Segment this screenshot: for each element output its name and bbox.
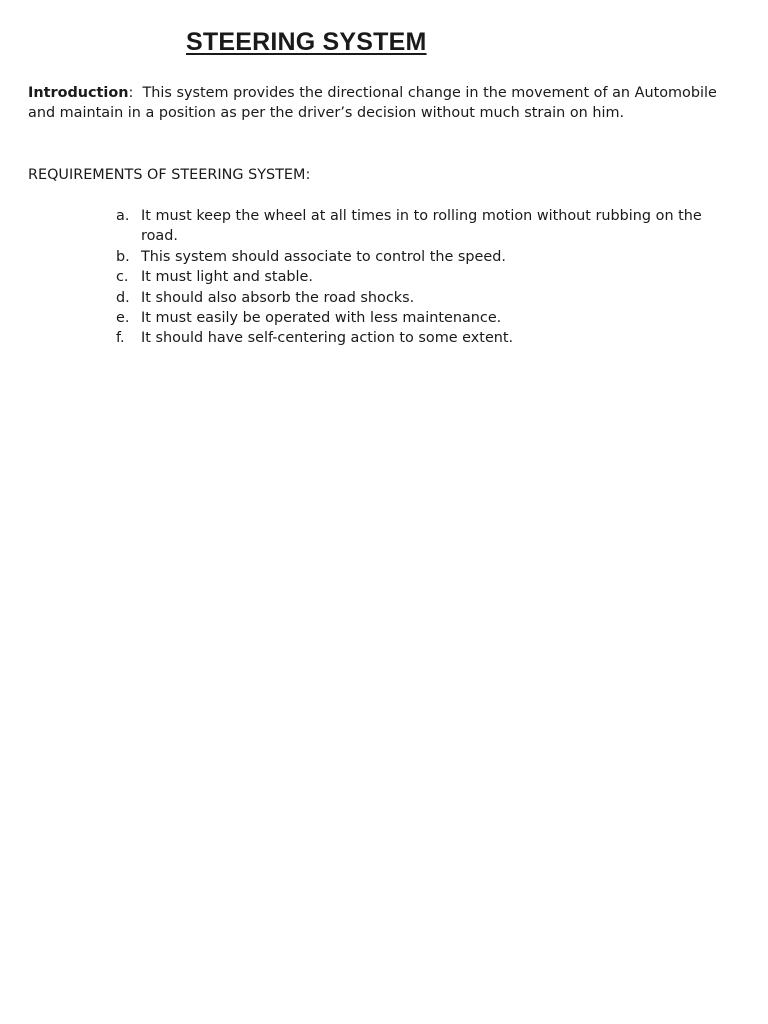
list-item-text: This system should associate to control the speed. bbox=[141, 248, 506, 265]
list-item bbox=[116, 308, 716, 328]
requirements-heading: REQUIREMENTS OF STEERING SYSTEM: bbox=[28, 167, 311, 183]
list-marker: f. bbox=[116, 330, 125, 347]
list-marker: a. bbox=[116, 208, 130, 224]
introduction-paragraph bbox=[28, 83, 746, 123]
list-item-text: It should have self-centering action to some extent. bbox=[141, 330, 514, 347]
list-marker: c. bbox=[116, 269, 129, 286]
list-item-text: It must keep the wheel at all times in to rolling motion without rubbing on the road. bbox=[141, 208, 702, 245]
introduction-text: This system provides the directional change in the movement of an Automobile and maintain in a position as per the driver’s decision without much strain on him. bbox=[28, 85, 717, 121]
list-item bbox=[116, 247, 716, 267]
document-title: STEERING SYSTEM bbox=[186, 28, 427, 56]
list-marker: b. bbox=[116, 248, 130, 265]
introduction-separator: : bbox=[128, 85, 134, 101]
introduction-label: Introduction bbox=[28, 85, 129, 101]
list-item-text: It must light and stable. bbox=[141, 269, 313, 286]
requirements-list bbox=[116, 206, 716, 349]
list-item bbox=[116, 328, 716, 348]
list-item bbox=[116, 267, 716, 287]
list-marker: e. bbox=[116, 310, 130, 327]
list-marker: d. bbox=[116, 289, 130, 306]
list-item-text: It should also absorb the road shocks. bbox=[141, 289, 415, 306]
list-item bbox=[116, 288, 716, 308]
list-item-text: It must easily be operated with less maintenance. bbox=[141, 310, 502, 327]
list-item bbox=[116, 206, 716, 247]
